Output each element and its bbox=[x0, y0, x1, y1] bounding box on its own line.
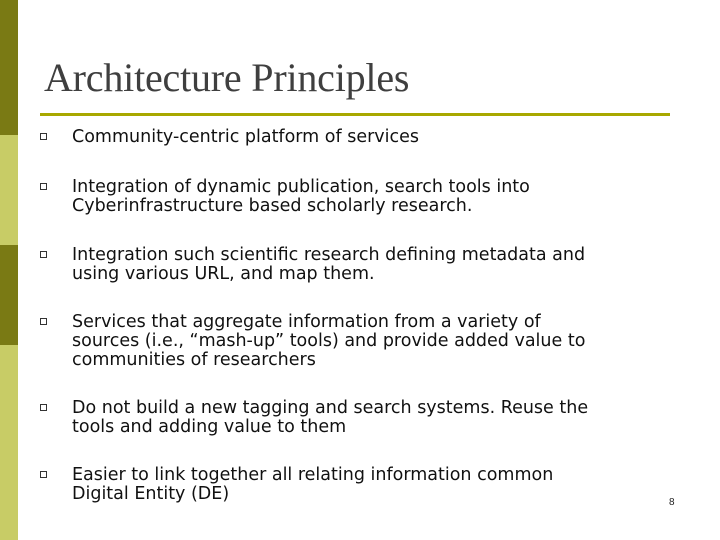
bullet-line: Do not build a new tagging and search systems. Reuse the bbox=[72, 398, 589, 418]
bullet-line: communities of researchers bbox=[72, 350, 316, 370]
hollow-square-bullet-icon bbox=[40, 251, 47, 258]
page-number: 8 bbox=[669, 497, 675, 508]
bullet-text bbox=[72, 246, 672, 284]
bullet-line: tools and adding value to them bbox=[72, 417, 347, 437]
bullet-text bbox=[72, 178, 672, 216]
bullet-line: Services that aggregate information from a variety of bbox=[72, 312, 541, 332]
hollow-square-bullet-icon bbox=[40, 471, 47, 478]
hollow-square-bullet-icon bbox=[40, 318, 47, 325]
bullet-line: using various URL, and map them. bbox=[72, 264, 375, 284]
bullet-text bbox=[72, 128, 672, 147]
bullet-line: Community-centric platform of services bbox=[72, 127, 420, 147]
hollow-square-bullet-icon bbox=[40, 183, 47, 190]
bullet-line: sources (i.e., “mash-up” tools) and provide added value to bbox=[72, 331, 586, 351]
bullet-text bbox=[72, 466, 672, 504]
bullet-line: Integration of dynamic publication, search tools into bbox=[72, 177, 530, 197]
hollow-square-bullet-icon bbox=[40, 404, 47, 411]
bullet-line: Easier to link together all relating information common bbox=[72, 465, 554, 485]
sidebar-segment-dark bbox=[0, 245, 18, 345]
sidebar-segment-light bbox=[0, 345, 18, 540]
bullet-line: Integration such scientific research defining metadata and bbox=[72, 245, 586, 265]
sidebar-segment-dark bbox=[0, 0, 18, 135]
hollow-square-bullet-icon bbox=[40, 133, 47, 140]
bullet-text bbox=[72, 313, 672, 370]
bullet-line: Cyberinfrastructure based scholarly research. bbox=[72, 196, 473, 216]
bullet-text bbox=[72, 399, 672, 437]
bullet-line: Digital Entity (DE) bbox=[72, 484, 230, 504]
sidebar-stripe bbox=[0, 0, 18, 540]
slide-title: Architecture Principles bbox=[44, 55, 410, 100]
sidebar-segment-light bbox=[0, 135, 18, 245]
title-underline bbox=[40, 113, 670, 116]
